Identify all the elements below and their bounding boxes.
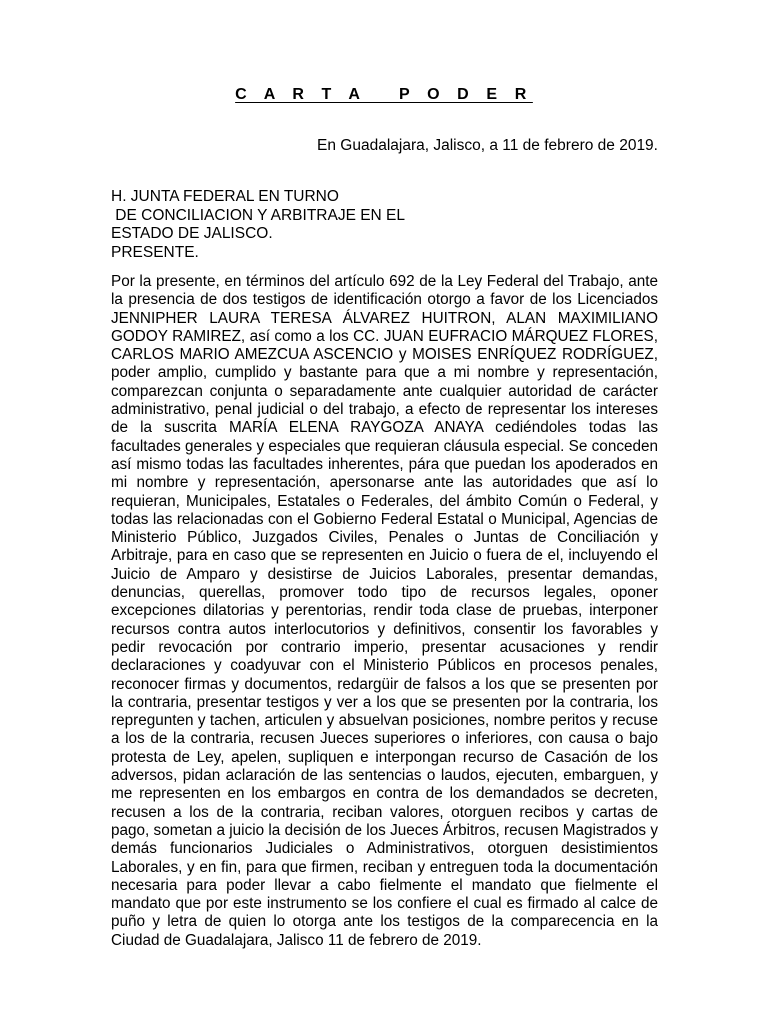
dateline: En Guadalajara, Jalisco, a 11 de febrero de 2019. <box>317 137 658 154</box>
addressee-line: PRESENTE. <box>111 243 199 261</box>
addressee-block <box>111 188 405 262</box>
document-title: C A R T A P O D E R <box>235 86 533 103</box>
addressee-line: ESTADO DE JALISCO. <box>111 225 273 242</box>
addressee-line: H. JUNTA FEDERAL EN TURNO <box>111 188 339 205</box>
addressee-line: DE CONCILIACION Y ARBITRAJE EN EL <box>111 206 406 224</box>
body-paragraph: Por la presente, en términos del artículo 692 de la Ley Federal del Trabajo, ante la presencia de dos testigos de identificación otorgo a favor de los Licenciados JENNIPHER LAURA TERESA ÁLVAREZ HUITRON, ALAN MAXIMILIANO GODOY RAMIREZ, así como a los CC. JUAN EUFRACIO MÁRQUEZ FLORES, CARLOS MARIO AMEZCUA ASCENCIO y MOISES ENRÍQUEZ RODRÍGUEZ, poder amplio, cumplido y bastante para que a mi nombre y representación, comparezcan conjunta o separadamente ante cualquier autoridad de carácter administrativo, penal judicial o del trabajo, a efecto de representar los intereses de la suscrita MARÍA ELENA RAYGOZA ANAYA cediéndoles todas las facultades generales y especiales que requieran cláusula especial. Se conceden así mismo todas las facultades inherentes, pára que puedan los apoderados en mi nombre y representación, apersonarse ante las autoridades que así lo requieran, Municipales, Estatales o Federales, del ámbito Común o Federal, y todas las relacionadas con el Gobierno Federal Estatal o Municipal, Agencias de Ministerio Público, Juzgados Civiles, Penales o Juntas de Conciliación y Arbitraje, para en caso que se representen en Juicio o fuera de el, incluyendo el Juicio de Amparo y desistirse de Juicios Laborales, presentar demandas, denuncias, querellas, promover todo tipo de recursos legales, oponer excepciones dilatorias y perentorias, rendir toda clase de pruebas, interponer recursos contra autos interlocutorios y definitivos, consentir los favorables y pedir revocación por contrario imperio, presentar acusaciones y rendir declaraciones y coadyuvar con el Ministerio Públicos en procesos penales, reconocer firmas y documentos, redargüir de falsos a los que se presenten por la contraria, presentar testigos y ver a los que se presenten por la contraria, los repregunten y tachen, articulen y absuelvan posiciones, nombre peritos y recuse a los de la contraria, recusen Jueces superiores o inferiores, con causa o bajo protesta de Ley, apelen, supliquen e interpongan recurso de Casación de los adversos, pidan aclaración de las sentencias o laudos, ejecuten, embarguen, y me representen en los embargos en contra de los demandados se decreten, recusen a los de la contraria, reciban valores, otorguen recibos y cartas de pago, sometan a juicio la decisión de los Jueces Árbitros, recusen Magistrados y demás funcionarios Judiciales o Administrativos, otorguen desistimientos Laborales, y en fin, para que firmen, reciban y entreguen toda la documentación necesaria para poder llevar a cabo fielmente el mandato que fielmente el mandato que por este instrumento se los confiere el cual es firmado al calce de puño y letra de quien lo otorga ante los testigos de la comparecencia en la Ciudad de Guadalajara, Jalisco 11 de febrero de 2019. <box>111 273 658 949</box>
